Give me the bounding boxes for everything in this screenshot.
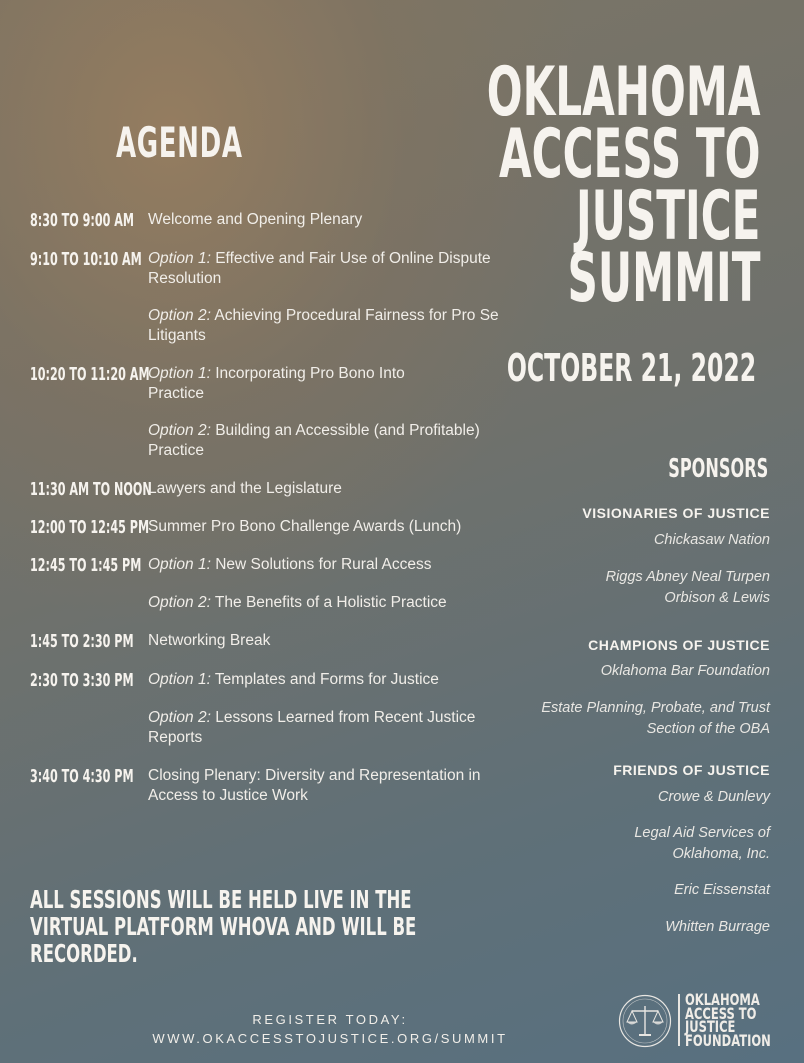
event-title-line: SUMMIT: [567, 239, 760, 318]
event-date: OCTOBER 21, 2022: [506, 346, 756, 390]
sponsor-tier: FRIENDS OF JUSTICE: [613, 762, 770, 778]
logo-divider: [678, 994, 680, 1046]
register-url[interactable]: WWW.OKACCESSTOJUSTICE.ORG/SUMMIT: [152, 1031, 508, 1046]
sessions-note-line: ALL SESSIONS WILL BE HELD LIVE IN THE: [30, 885, 412, 914]
sponsor-name: Riggs Abney Neal Turpen Orbison & Lewis: [605, 569, 770, 606]
sessions-note-line: VIRTUAL PLATFORM WHOVA AND WILL BE: [30, 912, 417, 941]
agenda-time: 12:00 TO 12:45 PM: [30, 517, 150, 538]
sponsors-heading: SPONSORS: [668, 454, 768, 484]
event-title-line: JUSTICE: [575, 177, 760, 256]
agenda-session: Option 1: Effective and Fair Use of Online Dispute Resolution: [148, 250, 491, 287]
sponsor-tier: CHAMPIONS OF JUSTICE: [588, 637, 770, 653]
agenda-session: Option 2: Achieving Procedural Fairness for Pro Se Litigants: [148, 307, 499, 344]
agenda-time: 1:45 TO 2:30 PM: [30, 631, 134, 652]
sessions-note-line: RECORDED.: [30, 939, 138, 968]
agenda-session: Closing Plenary: Diversity and Representation in Access to Justice Work: [148, 767, 481, 804]
agenda-session: Welcome and Opening Plenary: [148, 211, 363, 228]
agenda-time: 9:10 TO 10:10 AM: [30, 249, 142, 270]
scales-of-justice-icon: [618, 994, 672, 1048]
agenda-session: Lawyers and the Legislature: [148, 480, 342, 497]
agenda-time: 8:30 TO 9:00 AM: [30, 210, 135, 231]
agenda-session: Option 1: Incorporating Pro Bono Into Practice: [148, 365, 405, 402]
sessions-note: [30, 886, 416, 967]
agenda-time: 3:40 TO 4:30 PM: [30, 766, 134, 787]
agenda-time: 10:20 TO 11:20 AM: [30, 364, 150, 385]
logo-wordmark: [685, 990, 804, 1050]
logo-word: JUSTICE: [685, 1017, 736, 1036]
agenda-session: Summer Pro Bono Challenge Awards (Lunch): [148, 518, 462, 535]
sponsor-name: Legal Aid Services of Oklahoma, Inc.: [634, 825, 770, 862]
agenda-time: 11:30 AM TO NOON: [30, 479, 152, 500]
agenda-session: Option 1: New Solutions for Rural Access: [148, 556, 432, 573]
foundation-logo: [618, 992, 798, 1052]
event-title-line: ACCESS TO: [498, 115, 760, 194]
sponsor-name: Whitten Burrage: [665, 919, 770, 935]
agenda-session: Option 2: The Benefits of a Holistic Practice: [148, 594, 447, 611]
sponsor-name: Chickasaw Nation: [653, 532, 770, 548]
sponsor-name: Crowe & Dunlevy: [657, 789, 770, 805]
agenda-session: Option 2: Lessons Learned from Recent Justice Reports: [148, 709, 476, 746]
event-title-line: OKLAHOMA: [486, 53, 760, 132]
logo-word: FOUNDATION: [685, 1030, 771, 1050]
agenda-session: Option 1: Templates and Forms for Justice: [148, 671, 439, 688]
register-label: REGISTER TODAY:: [252, 1012, 408, 1027]
logo-word: OKLAHOMA: [685, 990, 760, 1009]
sponsor-name: Oklahoma Bar Foundation: [600, 663, 770, 679]
sponsor-tier: VISIONARIES OF JUSTICE: [582, 505, 770, 521]
register-block: [130, 1010, 530, 1048]
agenda-time: 12:45 TO 1:45 PM: [30, 555, 142, 576]
agenda-heading: AGENDA: [116, 118, 243, 167]
agenda-session: Networking Break: [148, 632, 271, 649]
logo-word: ACCESS TO: [685, 1003, 757, 1023]
sponsor-name: Estate Planning, Probate, and Trust Section of the OBA: [541, 700, 770, 737]
agenda-time: 2:30 TO 3:30 PM: [30, 670, 134, 691]
sponsor-name: Eric Eissenstat: [674, 882, 770, 898]
agenda-session: Option 2: Building an Accessible (and Profitable) Practice: [148, 422, 480, 459]
